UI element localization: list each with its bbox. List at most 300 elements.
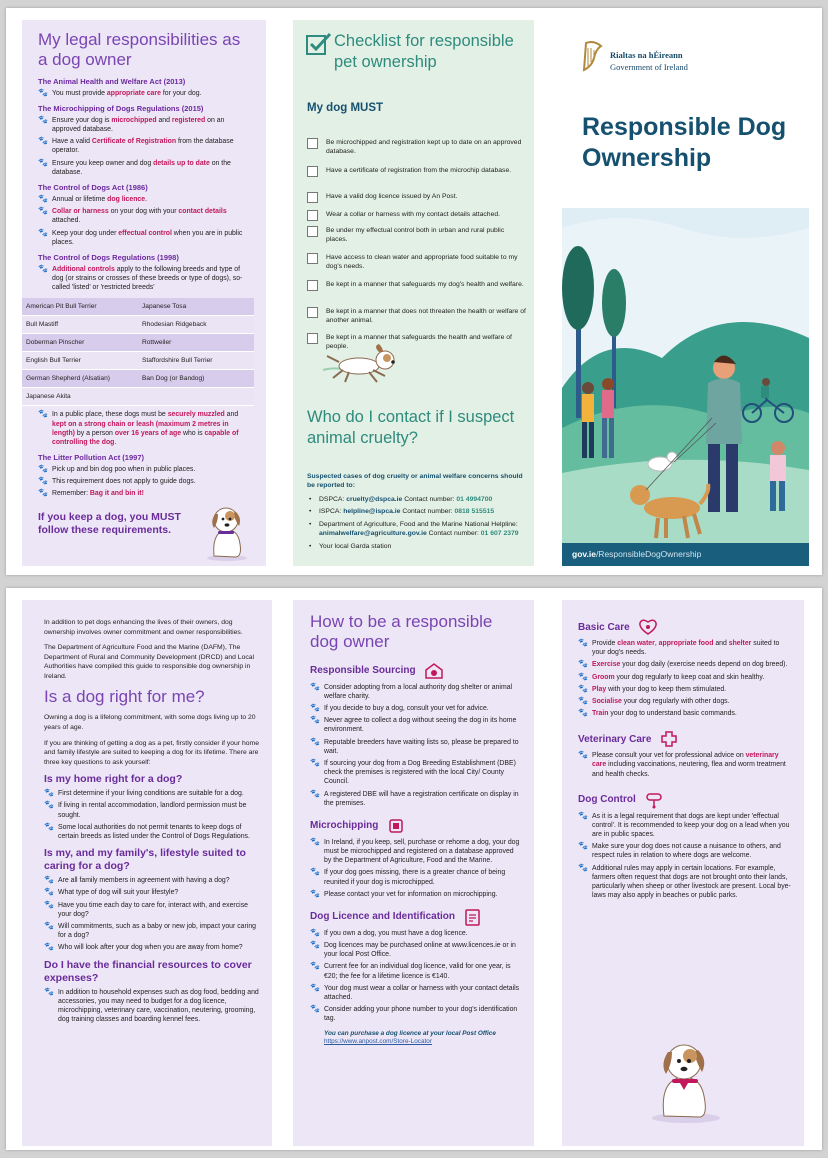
paw-icon: 🐾 xyxy=(578,695,588,705)
contact-org: Your local Garda station xyxy=(319,542,392,550)
paw-icon: 🐾 xyxy=(578,708,588,718)
paw-icon: 🐾 xyxy=(44,821,54,831)
breed-cell: Doberman Pinscher xyxy=(22,334,138,352)
highlight-text: Bag it and bin it! xyxy=(89,490,144,498)
q3-list xyxy=(44,988,260,1025)
item-text: on the database. xyxy=(52,159,231,176)
item-text: Will commitments, such as a baby or new job, impact your caring for a dog? xyxy=(58,922,256,940)
microchipping-heading: Microchipping xyxy=(310,820,379,832)
contact-item xyxy=(307,507,529,516)
list-item xyxy=(44,888,260,897)
act2-list xyxy=(38,116,252,177)
bullet-icon: • xyxy=(309,508,312,516)
item-text: on your dog with your xyxy=(108,208,179,216)
list-item xyxy=(44,988,260,1025)
vet-care-list xyxy=(578,751,792,779)
item-text: A registered DBE will have a registration certificate on display in the premises. xyxy=(324,790,519,807)
list-item xyxy=(44,801,260,819)
paw-icon: 🐾 xyxy=(578,638,588,647)
highlight-text: shelter xyxy=(728,640,752,647)
checkbox-icon[interactable] xyxy=(307,166,318,177)
section-basic-care xyxy=(578,618,792,636)
list-item xyxy=(310,1005,522,1023)
contact-email[interactable]: helpline@ispca.ie xyxy=(343,508,401,516)
paw-icon: 🐾 xyxy=(38,476,48,486)
list-item xyxy=(44,943,260,952)
paw-icon: 🐾 xyxy=(578,862,588,872)
paw-icon: 🐾 xyxy=(44,788,54,798)
checkbox-icon[interactable] xyxy=(307,280,318,291)
how-title: How to be a responsible dog owner xyxy=(310,612,493,652)
paw-icon: 🐾 xyxy=(38,409,48,419)
breed-cell: Japanese Akita xyxy=(22,388,138,406)
highlight-text: Train xyxy=(592,710,609,718)
item-text: including vaccinations, neutering, flea and worm treatment and health checks. xyxy=(592,761,786,778)
highlight-text: capable of controlling the dog xyxy=(52,429,239,446)
paw-icon: 🐾 xyxy=(44,986,54,996)
checklist-text: Wear a collar or harness with my contact details attached. xyxy=(326,211,501,218)
item-text: Ensure you keep owner and dog xyxy=(52,159,154,167)
item-text: You must provide xyxy=(52,89,107,97)
list-item xyxy=(578,751,792,779)
item-text: As it is a legal requirement that dogs are kept under 'effectual control'. It is recommended to keep your dog on a lead when you are in public spaces. xyxy=(592,812,790,839)
list-item xyxy=(44,901,260,919)
highlight-text: Certificate of Registration xyxy=(91,138,177,146)
paw-icon: 🐾 xyxy=(38,488,48,498)
item-text: Consider adding your phone number to your dog's identification tag. xyxy=(324,1006,518,1023)
basic-care-list xyxy=(578,639,792,718)
list-item xyxy=(38,195,252,204)
bullet-icon: • xyxy=(309,496,312,503)
list-item xyxy=(44,876,260,885)
item-text: on an approved database. xyxy=(52,116,225,134)
item-text: your dog regularly to keep coat and skin healthy. xyxy=(614,673,765,681)
section-licence xyxy=(310,908,522,926)
item-text: when you are in public places. xyxy=(52,229,243,246)
contact-org: Department of Agriculture, Food and the Marine National Helpline: xyxy=(319,520,518,528)
breed-row xyxy=(22,352,254,370)
list-item xyxy=(310,868,522,886)
checkbox-icon[interactable] xyxy=(307,333,318,344)
gov-irish-name: Rialtas na hÉireann xyxy=(610,50,683,60)
item-text: If sourcing your dog from a Dog Breeding Establishment (DBE) check the premises is registered with the local City/ County Council. xyxy=(324,759,516,786)
lead-icon xyxy=(644,791,664,809)
contact-label: Contact number: xyxy=(426,530,481,538)
contact-phone: 01 4994700 xyxy=(456,496,493,503)
breed-cell: Bull Mastiff xyxy=(22,316,138,334)
highlight-text: microchipped xyxy=(111,116,157,124)
item-text: Annual or lifetime xyxy=(52,195,108,203)
contact-item xyxy=(307,520,529,539)
section-dog-control xyxy=(578,791,792,809)
paw-icon: 🐾 xyxy=(310,1004,320,1014)
paw-icon: 🐾 xyxy=(44,800,54,810)
microchipping-list xyxy=(310,838,522,899)
item-text: Some local authorities do not permit tenants to keep dogs of certain breeds as listed under the Control of Dogs Regulations. xyxy=(58,823,250,840)
heart-paw-icon xyxy=(638,618,658,636)
paw-icon: 🐾 xyxy=(44,887,54,897)
contact-email[interactable]: animalwelfare@agriculture.gov.ie xyxy=(319,530,427,538)
list-item xyxy=(310,890,522,899)
highlight-text: Additional controls xyxy=(52,265,115,273)
paw-icon: 🐾 xyxy=(44,942,54,952)
paw-icon: 🐾 xyxy=(578,841,588,851)
breed-row xyxy=(22,370,254,388)
list-item xyxy=(578,639,792,657)
question-finance: Do I have the financial resources to cover expenses? xyxy=(44,958,252,984)
item-text: Have a valid xyxy=(52,138,92,146)
item-text: Pick up and bin dog poo when in public places. xyxy=(52,466,196,474)
item-text: suited to your dog's needs. xyxy=(592,640,780,657)
list-item xyxy=(310,716,522,734)
list-item xyxy=(578,709,792,718)
paw-icon: 🐾 xyxy=(578,750,588,760)
item-text: What type of dog will suit your lifestyle? xyxy=(58,889,179,897)
paw-icon: 🐾 xyxy=(310,927,320,937)
must-follow-text: If you keep a dog, you MUST follow these requirements. xyxy=(38,510,181,537)
act5-list xyxy=(38,465,252,499)
list-item xyxy=(310,838,522,866)
item-text: from the database operator. xyxy=(52,138,234,155)
bullet-icon: • xyxy=(309,542,312,550)
highlight-text: clean water xyxy=(617,640,655,647)
checklist-panel xyxy=(293,20,534,566)
intro-title: Is a dog right for me? xyxy=(44,687,205,707)
paw-icon: 🐾 xyxy=(38,464,48,474)
legal-responsibilities-panel xyxy=(22,20,266,566)
list-item xyxy=(38,489,252,498)
licence-icon xyxy=(463,908,483,926)
sourcing-list xyxy=(310,683,522,808)
breed-cell: Rottweiler xyxy=(138,334,254,352)
checklist-text: Be under my effectual control both in urban and rural public places. xyxy=(326,227,505,244)
item-text: your dog daily (exercise needs depend on dog breed). xyxy=(620,661,788,669)
paw-icon: 🐾 xyxy=(38,206,48,216)
item-text: In a public place, these dogs must be xyxy=(52,411,168,419)
act-microchipping: The Microchipping of Dogs Regulations (2015) xyxy=(38,103,204,113)
list-item xyxy=(44,922,260,940)
item-text: Provide xyxy=(592,640,618,647)
cover-title: Responsible Dog Ownership xyxy=(582,113,787,173)
breed-row xyxy=(22,316,254,334)
highlight-text: contact details xyxy=(178,208,227,216)
item-text: . xyxy=(114,438,117,446)
checkbox-icon[interactable] xyxy=(307,192,318,203)
paw-icon: 🐾 xyxy=(38,263,48,273)
contact-intro: Suspected cases of dog cruelty or animal welfare concerns should be reported to: xyxy=(307,473,523,490)
checkbox-icon[interactable] xyxy=(307,307,318,318)
act4b-list xyxy=(38,410,252,447)
breed-cell: American Pit Bull Terrier xyxy=(22,298,138,316)
item-text: Are all family members in agreement with having a dog? xyxy=(58,877,230,885)
act-litter: The Litter Pollution Act (1997) xyxy=(38,453,144,463)
list-item xyxy=(578,812,792,840)
q2-list xyxy=(44,876,260,952)
intro-paragraph-2: The Department of Agriculture Food and the Marine (DAFM), The Department of Rural and Community Development (DRCD) and Local Authorities have compiled this guide to responsible dog ownership in Ireland. xyxy=(44,644,255,680)
breed-cell: Staffordshire Bull Terrier xyxy=(138,352,254,370)
breed-cell xyxy=(138,388,254,406)
intro-paragraph-4: If you are thinking of getting a dog as a pet, firstly consider if your home and family lifestyle are suited to keeping a dog for its lifetime. There are three key questions to ask yourself: xyxy=(44,739,259,766)
act1-list xyxy=(38,89,252,98)
item-text: Your dog must wear a collar or harness with your contact details attached. xyxy=(324,984,520,1001)
contact-label: Contact number: xyxy=(402,496,457,503)
item-text: Additional rules may apply in certain locations. For example, farmers often request that dogs are not brought onto their lands, particularly when sheep or other livestock are present. Local bye-laws may also apply in beaches or public parks. xyxy=(592,864,791,900)
question-lifestyle: Is my, and my family's, lifestyle suited to caring for a dog? xyxy=(44,847,246,873)
checklist-text: Be kept in a manner that safeguards my dog's health and welfare. xyxy=(326,281,524,288)
paw-icon: 🐾 xyxy=(310,982,320,992)
contact-list xyxy=(307,495,529,554)
item-text: by a person xyxy=(74,429,115,437)
item-text: In Ireland, if you keep, sell, purchase or rehome a dog, your dog must be microchipped and registered on a database approved by the Department of Agriculture, Food and the Marine. xyxy=(324,838,520,865)
list-item xyxy=(578,685,792,694)
item-text: Consider adopting from a local authority dog shelter or animal welfare charity. xyxy=(324,683,513,700)
highlight-text: appropriate care xyxy=(106,89,161,97)
list-item xyxy=(38,265,252,293)
highlight-text: details up to date xyxy=(153,159,210,167)
highlight-text: Groom xyxy=(592,673,615,681)
item-text: apply to the following breeds and type of dog (or strains or crosses of these breeds or type of dogs), so-called 'listed' or 'restricted breeds' xyxy=(52,265,243,292)
paw-icon: 🐾 xyxy=(310,867,320,877)
paw-icon: 🐾 xyxy=(310,961,320,971)
checkbox-icon[interactable] xyxy=(307,253,318,264)
list-item xyxy=(310,962,522,980)
highlight-text: Socialise xyxy=(592,697,622,705)
item-text: . xyxy=(145,195,147,203)
act-animal-health: The Animal Health and Welfare Act (2013) xyxy=(38,76,186,86)
item-text: Please contact your vet for information on microchipping. xyxy=(324,890,498,898)
checklist-text: Be kept in a manner that does not threaten the health or welfare of another animal. xyxy=(326,308,526,325)
anpost-link[interactable]: https://www.anpost.com/Store-Locator xyxy=(324,1038,432,1046)
highlight-text: registered xyxy=(171,116,206,124)
paw-icon: 🐾 xyxy=(578,683,588,693)
act-control-regulations: The Control of Dogs Regulations (1998) xyxy=(38,252,179,262)
item-text: who is xyxy=(181,429,205,437)
item-text: and xyxy=(713,640,729,647)
checklist-title: Checklist for responsible pet ownership xyxy=(334,32,514,72)
paw-icon: 🐾 xyxy=(578,659,588,669)
item-text: and xyxy=(156,116,172,124)
highlight-text: kept on a strong chain or leash (maximum 2 metres in length) xyxy=(52,420,229,437)
contact-phone: 01 607 2379 xyxy=(480,530,519,538)
list-item xyxy=(578,673,792,682)
highlight-text: Collar or harness xyxy=(52,208,109,216)
list-item xyxy=(578,697,792,706)
contact-phone: 0818 515515 xyxy=(454,508,495,516)
item-text: Dog licences may be purchased online at www.licences.ie or in your local Post Office. xyxy=(324,942,516,959)
breed-cell: Japanese Tosa xyxy=(138,298,254,316)
item-text: with your dog to keep them stimulated. xyxy=(606,685,727,693)
item-text: Reputable breeders have waiting lists so, please be prepared to wait. xyxy=(324,738,519,755)
highlight-text: securely muzzled xyxy=(167,411,225,419)
legal-title: My legal responsibilities as a dog owner xyxy=(38,30,241,70)
highlight-text: effectual control xyxy=(118,229,172,237)
section-sourcing xyxy=(310,662,522,680)
post-office-note: You can purchase a dog licence at your local Post Office xyxy=(324,1030,496,1038)
breed-cell: Ban Dog (or Bandog) xyxy=(138,370,254,388)
item-text: attached. xyxy=(52,217,81,225)
list-item xyxy=(38,465,252,474)
item-text: and xyxy=(224,411,239,419)
dog-control-list xyxy=(578,812,792,901)
contact-org: ISPCA: xyxy=(319,508,344,516)
item-text: If you decide to buy a dog, consult your vet for advice. xyxy=(324,705,489,713)
list-item xyxy=(310,929,522,938)
paw-icon: 🐾 xyxy=(310,715,320,725)
microchip-icon xyxy=(386,817,406,835)
paw-icon: 🐾 xyxy=(44,920,54,930)
item-text: This requirement does not apply to guide dogs. xyxy=(52,478,196,486)
item-text: If your dog goes missing, there is a greater chance of being reunited if your dog is microchipped. xyxy=(324,869,506,886)
running-dog-illustration xyxy=(319,340,409,385)
bullet-icon: • xyxy=(309,520,312,528)
section-vet-care xyxy=(578,730,792,748)
item-text: First determine if your living conditions are suitable for a dog. xyxy=(58,790,244,798)
paw-icon: 🐾 xyxy=(310,736,320,746)
family-walking-dogs-illustration xyxy=(562,208,809,543)
list-item xyxy=(310,704,522,713)
list-item xyxy=(578,842,792,860)
breed-row xyxy=(22,298,254,316)
paw-icon: 🐾 xyxy=(310,757,320,767)
list-item xyxy=(38,89,252,98)
intro-panel xyxy=(22,600,272,1146)
item-text: Make sure your dog does not cause a nuisance to others, and respect rules in relation to where dogs are welcome. xyxy=(592,843,781,860)
paw-icon: 🐾 xyxy=(310,788,320,798)
item-text: Keep your dog under xyxy=(52,229,119,237)
basic-care-heading: Basic Care xyxy=(578,621,630,633)
sitting-dog-illustration-large xyxy=(646,1034,726,1124)
list-item xyxy=(38,207,252,225)
cover-url-bar xyxy=(562,543,809,566)
checklist-icon xyxy=(306,32,332,56)
paw-icon: 🐾 xyxy=(578,810,588,820)
leaflet-inside-sheet xyxy=(6,588,822,1150)
licence-heading: Dog Licence and Identification xyxy=(310,911,456,923)
vet-care-heading: Veterinary Care xyxy=(578,733,652,745)
restricted-breeds-table xyxy=(22,298,254,406)
contact-item xyxy=(307,495,529,504)
paw-icon: 🐾 xyxy=(44,875,54,885)
paw-icon: 🐾 xyxy=(38,193,48,203)
item-text: Who will look after your dog when you are away from home? xyxy=(58,944,243,952)
harp-logo-icon xyxy=(580,40,604,74)
paw-icon: 🐾 xyxy=(310,888,320,898)
item-text: your dog to understand basic commands. xyxy=(608,710,737,718)
list-item xyxy=(38,477,252,486)
gov-english-name: Government of Ireland xyxy=(610,62,688,72)
highlight-text: appropriate food xyxy=(658,640,714,647)
highlight-text: Exercise xyxy=(592,661,621,669)
breed-row xyxy=(22,388,254,406)
breed-cell: English Bull Terrier xyxy=(22,352,138,370)
item-text: , xyxy=(654,640,659,647)
item-text: Remember: xyxy=(52,490,90,498)
highlight-text: Play xyxy=(592,685,607,693)
list-item xyxy=(38,116,252,134)
breed-row xyxy=(22,334,254,352)
list-item xyxy=(38,410,252,447)
item-text: If living in rental accommodation, landlord permission must be sought. xyxy=(58,802,247,819)
checklist-text: Be kept in a manner that safeguards the health and welfare of people. xyxy=(326,334,512,351)
dog-control-heading: Dog Control xyxy=(578,794,636,806)
contact-title: Who do I contact if I suspect animal cruelty? xyxy=(307,408,515,448)
licence-list xyxy=(310,929,522,1024)
checkbox-icon[interactable] xyxy=(307,210,318,221)
paw-icon: 🐾 xyxy=(310,940,320,950)
paw-icon: 🐾 xyxy=(310,836,320,846)
item-text: Current fee for an individual dog licence, valid for one year, is €20; the fee for a lifetime licence is €140. xyxy=(324,963,511,980)
list-item xyxy=(44,789,260,798)
list-item xyxy=(310,683,522,701)
intro-paragraph-3: Owning a dog is a lifelong commitment, with some dogs living up to 20 years of age. xyxy=(44,714,256,731)
paw-icon: 🐾 xyxy=(38,227,48,237)
contact-org: DSPCA: xyxy=(319,496,347,503)
list-item xyxy=(38,229,252,247)
checklist-text: Have a valid dog licence issued by An Post. xyxy=(326,193,458,200)
list-item xyxy=(310,759,522,787)
sourcing-heading: Responsible Sourcing xyxy=(310,665,416,677)
checklist-text: Be microchipped and registration kept up to date on an approved database. xyxy=(326,139,522,156)
leaflet-outside-sheet xyxy=(6,8,822,575)
contact-item xyxy=(307,542,529,551)
paw-icon: 🐾 xyxy=(44,899,54,909)
list-item xyxy=(310,941,522,959)
care-panel xyxy=(562,600,804,1146)
list-item xyxy=(44,823,260,841)
act-control-dogs: The Control of Dogs Act (1986) xyxy=(38,182,148,192)
act4-list xyxy=(38,265,252,293)
item-text: Have you time each day to care for, interact with, and exercise your dog? xyxy=(58,901,248,918)
checkbox-icon[interactable] xyxy=(307,138,318,149)
url-domain[interactable]: gov.ie xyxy=(572,549,596,559)
item-text: Please consult your vet for professional advice on xyxy=(592,752,746,760)
list-item xyxy=(310,790,522,808)
item-text: your dog regularly with other dogs. xyxy=(621,697,730,705)
q1-list xyxy=(44,789,260,841)
list-item xyxy=(38,137,252,155)
list-item xyxy=(310,984,522,1002)
shelter-icon xyxy=(424,662,444,680)
url-path[interactable]: /ResponsibleDogOwnership xyxy=(595,549,702,559)
list-item xyxy=(38,159,252,177)
contact-email[interactable]: cruelty@dspca.ie xyxy=(346,496,403,503)
item-text: Ensure your dog is xyxy=(52,116,112,124)
question-home: Is my home right for a dog? xyxy=(44,773,183,786)
item-text: for your dog. xyxy=(160,89,202,97)
section-microchipping xyxy=(310,817,522,835)
highlight-text: veterinary care xyxy=(592,752,779,769)
checklist-text: Have access to clean water and appropriate food suitable to my dog's needs. xyxy=(326,254,518,271)
contact-label: Contact number: xyxy=(400,508,455,516)
breed-cell: German Shepherd (Alsatian) xyxy=(22,370,138,388)
list-item xyxy=(310,738,522,756)
paw-icon: 🐾 xyxy=(310,703,320,713)
paw-icon: 🐾 xyxy=(38,136,48,146)
item-text: Never agree to collect a dog without seeing the dog in its home environment. xyxy=(324,717,517,734)
paw-icon: 🐾 xyxy=(310,681,320,691)
cover-panel xyxy=(562,20,809,566)
intro-paragraph-1: In addition to pet dogs enhancing the lives of their owners, dog ownership involves owner commitment and owner responsibilities. xyxy=(44,619,243,636)
breed-cell: Rhodesian Ridgeback xyxy=(138,316,254,334)
paw-icon: 🐾 xyxy=(38,87,48,97)
must-heading: My dog MUST xyxy=(307,102,384,114)
paw-icon: 🐾 xyxy=(38,157,48,167)
list-item xyxy=(578,864,792,901)
checkbox-icon[interactable] xyxy=(307,226,318,237)
act3-list xyxy=(38,195,252,247)
sitting-dog-illustration xyxy=(202,500,252,562)
highlight-text: over 16 years of age xyxy=(114,429,182,437)
